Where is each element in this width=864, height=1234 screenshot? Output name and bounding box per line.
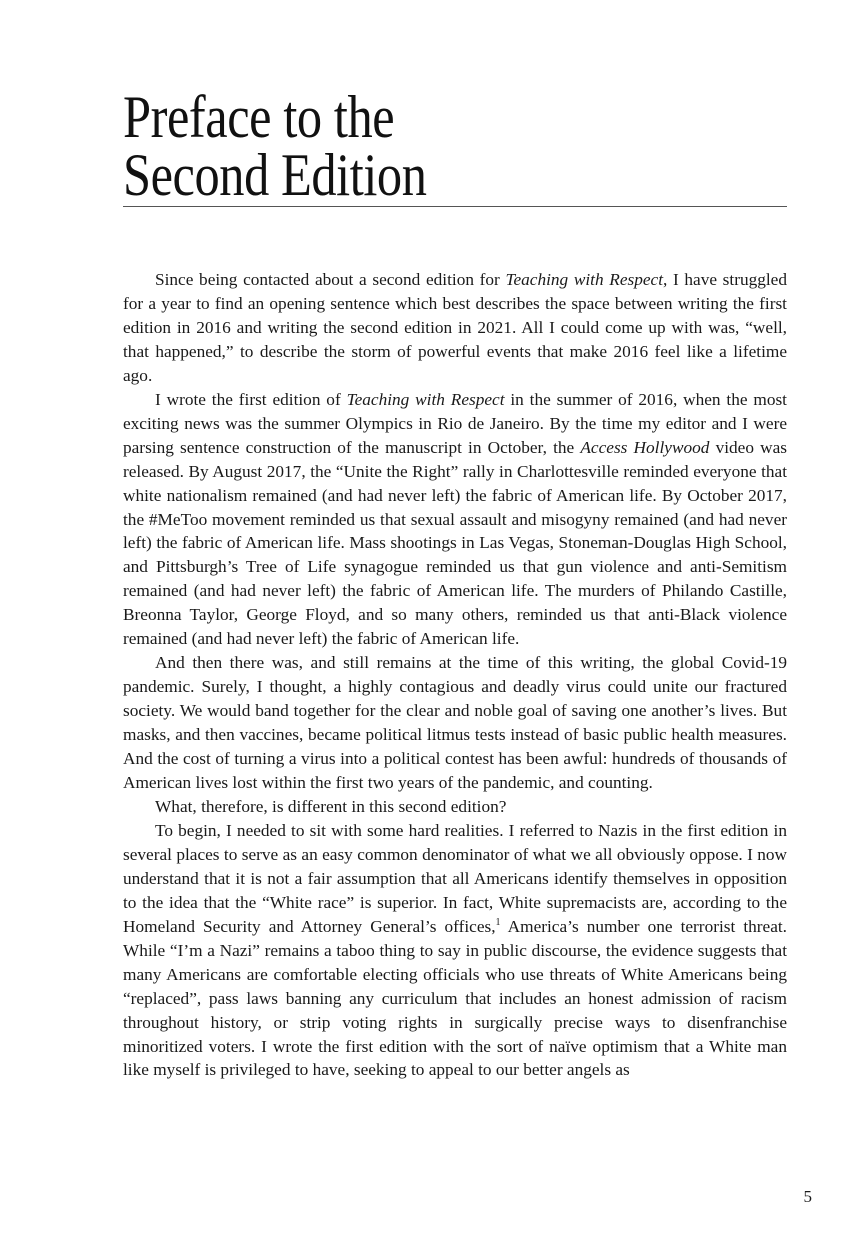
paragraph-1-text-a: Since being contacted about a second edition for: [155, 270, 506, 289]
body-text: [123, 268, 787, 1082]
chapter-title-line-1: Preface to the: [123, 84, 395, 150]
paragraph-5-text-b: America’s number one terrorist threat. While “I’m a Nazi” remains a taboo thing to say in public discourse, the evidence suggests that many Americans are comfortable electing officials who use threats of White Americans being “replaced”, pass laws banning any curriculum that includes an honest admission of racism throughout history, or strip voting rights in surgically precise ways to disenfranchise minoritized voters. I wrote the first edition with the sort of naïve optimism that a White man like myself is privileged to have, seeking to appeal to our better angels as: [123, 916, 788, 1080]
chapter-title: [123, 84, 787, 208]
paragraph-1-text-b: , I have struggled for a year to find an opening sentence which best describes the space between writing the first edition in 2016 and writing the second edition in 2021. All I could come up with was, “well, that happened,” to describe the storm of powerful events that make 2016 feel like a lifetime ago.: [123, 270, 787, 385]
paragraph-2-text-b: in the summer of 2016, when the most exciting news was the summer Olympics in Rio de Janeiro. By the time my editor and I were parsing sentence construction of the manuscript in October, the: [123, 389, 787, 457]
book-title-italic: Teaching with Respect: [505, 270, 663, 289]
paragraph-1: [123, 268, 787, 388]
footnote-reference[interactable]: 1: [495, 916, 501, 928]
page-number: 5: [803, 1187, 812, 1206]
book-title-italic: Teaching with Respect: [346, 389, 505, 409]
paragraph-5-text-a: To begin, I needed to sit with some hard realities. I referred to Nazis in the first edition in several places to serve as an easy common denominator of what we all obviously oppose. I now understand that it is not a fair assumption that all Americans identify themselves in opposition to the idea that the “White race” is superior. In fact, White supremacists are, according to the Homeland Security and Attorney General’s offices,: [123, 820, 787, 936]
paragraph-2: [123, 388, 787, 651]
paragraph-5: [123, 819, 787, 1082]
paragraph-4: What, therefore, is different in this second edition?: [155, 796, 507, 816]
paragraph-2-text-a: I wrote the first edition of: [155, 389, 347, 409]
paragraph-2-text-c: video was released. By August 2017, the “Unite the Right” rally in Charlottesville reminded everyone that white nationalism remained (and had never left) the fabric of American life. By October 2017, the #MeToo movement reminded us that sexual assault and misogyny remained (and had never left) the fabric of American life. Mass shootings in Las Vegas, Stoneman-Douglas High School, and Pittsburgh’s Tree of Life synagogue reminded us that gun violence and anti-Semitism remained (and had never left) the fabric of American life. The murders of Philando Castille, Breonna Taylor, George Floyd, and so many others, reminded us that anti-Black violence remained (and had never left) the fabric of American life.: [123, 437, 787, 649]
paragraph-3: And then there was, and still remains at the time of this writing, the global Covid-19 pandemic. Surely, I thought, a highly contagious and deadly virus could unite our fractured society. We would band together for the clear and noble goal of saving one another’s lives. But masks, and then vaccines, became political litmus tests instead of basic public health measures. And the cost of turning a virus into a political contest has been awful: hundreds of thousands of American lives lost within the first two years of the pandemic, and counting.: [123, 653, 787, 793]
video-title-italic: Access Hollywood: [580, 437, 710, 457]
chapter-title-line-2: Second Edition: [123, 142, 427, 208]
